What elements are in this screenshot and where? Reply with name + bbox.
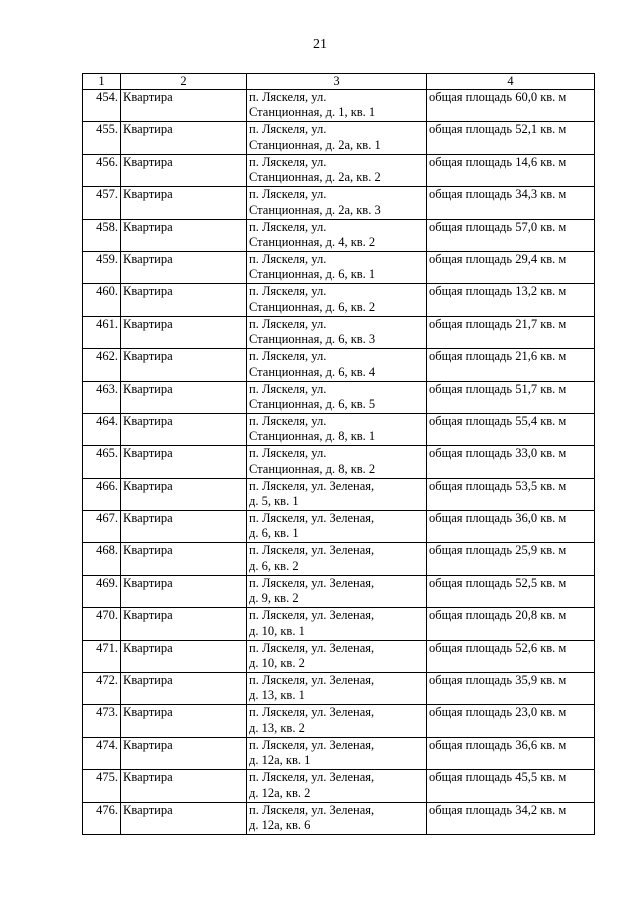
property-type: Квартира: [121, 705, 247, 737]
row-number: 461.: [83, 316, 121, 348]
address-line-1: п. Ляскеля, ул. Зеленая,: [249, 608, 375, 623]
property-area: общая площадь 21,6 кв. м: [427, 349, 595, 381]
property-address: [247, 543, 427, 575]
row-number: 464.: [83, 413, 121, 445]
address-line-1: п. Ляскеля, ул.: [249, 122, 327, 137]
property-address: [247, 478, 427, 510]
table-row: [83, 608, 595, 640]
address-line-2: д. 5, кв. 1: [249, 494, 299, 509]
address-line-1: п. Ляскеля, ул. Зеленая,: [249, 543, 375, 558]
table-row: [83, 543, 595, 575]
property-area: общая площадь 34,3 кв. м: [427, 187, 595, 219]
property-address: [247, 802, 427, 834]
property-type: Квартира: [121, 316, 247, 348]
property-type: Квартира: [121, 284, 247, 316]
property-area: общая площадь 57,0 кв. м: [427, 219, 595, 251]
table-row: [83, 349, 595, 381]
property-area: общая площадь 52,5 кв. м: [427, 575, 595, 607]
address-line-1: п. Ляскеля, ул.: [249, 187, 327, 202]
row-number: 476.: [83, 802, 121, 834]
address-line-1: п. Ляскеля, ул. Зеленая,: [249, 705, 375, 720]
property-area: общая площадь 45,5 кв. м: [427, 770, 595, 802]
row-number: 457.: [83, 187, 121, 219]
table-row: [83, 284, 595, 316]
address-line-2: Станционная, д. 1, кв. 1: [249, 105, 376, 120]
address-line-2: д. 13, кв. 2: [249, 720, 305, 735]
property-area: общая площадь 51,7 кв. м: [427, 381, 595, 413]
property-type: Квартира: [121, 543, 247, 575]
property-address: [247, 575, 427, 607]
property-area: общая площадь 52,6 кв. м: [427, 640, 595, 672]
table-row: [83, 802, 595, 834]
table-row: [83, 154, 595, 186]
row-number: 465.: [83, 446, 121, 478]
property-address: [247, 316, 427, 348]
address-line-1: п. Ляскеля, ул. Зеленая,: [249, 575, 375, 590]
address-line-2: Станционная, д. 2а, кв. 2: [249, 170, 381, 185]
header-cell-3: 3: [247, 74, 427, 90]
table-row: [83, 511, 595, 543]
row-number: 459.: [83, 251, 121, 283]
property-type: Квартира: [121, 154, 247, 186]
property-type: Квартира: [121, 511, 247, 543]
property-area: общая площадь 36,0 кв. м: [427, 511, 595, 543]
address-line-1: п. Ляскеля, ул.: [249, 284, 327, 299]
row-number: 467.: [83, 511, 121, 543]
table-row: [83, 770, 595, 802]
property-type: Квартира: [121, 478, 247, 510]
table-row: [83, 478, 595, 510]
address-line-2: д. 13, кв. 1: [249, 688, 305, 703]
property-address: [247, 446, 427, 478]
address-line-1: п. Ляскеля, ул.: [249, 413, 327, 428]
table-row: [83, 575, 595, 607]
row-number: 468.: [83, 543, 121, 575]
table-row: [83, 640, 595, 672]
address-line-2: д. 12а, кв. 2: [249, 785, 311, 800]
property-area: общая площадь 14,6 кв. м: [427, 154, 595, 186]
row-number: 458.: [83, 219, 121, 251]
address-line-1: п. Ляскеля, ул. Зеленая,: [249, 673, 375, 688]
property-area: общая площадь 60,0 кв. м: [427, 90, 595, 122]
address-line-1: п. Ляскеля, ул.: [249, 381, 327, 396]
header-row: [83, 74, 595, 90]
table-row: [83, 381, 595, 413]
property-type: Квартира: [121, 349, 247, 381]
table-row: [83, 673, 595, 705]
property-area: общая площадь 29,4 кв. м: [427, 251, 595, 283]
table-row: [83, 446, 595, 478]
address-line-2: Станционная, д. 6, кв. 2: [249, 299, 376, 314]
row-number: 469.: [83, 575, 121, 607]
property-type: Квартира: [121, 575, 247, 607]
address-line-1: п. Ляскеля, ул.: [249, 90, 327, 104]
table-row: [83, 737, 595, 769]
property-address: [247, 413, 427, 445]
address-line-2: д. 12а, кв. 1: [249, 753, 311, 768]
header-cell-1: 1: [83, 74, 121, 90]
address-line-1: п. Ляскеля, ул. Зеленая,: [249, 511, 375, 526]
address-line-2: д. 10, кв. 2: [249, 656, 305, 671]
row-number: 474.: [83, 737, 121, 769]
property-type: Квартира: [121, 219, 247, 251]
property-type: Квартира: [121, 737, 247, 769]
address-line-1: п. Ляскеля, ул.: [249, 154, 327, 169]
table-row: [83, 90, 595, 122]
property-type: Квартира: [121, 90, 247, 122]
row-number: 466.: [83, 478, 121, 510]
address-line-1: п. Ляскеля, ул.: [249, 316, 327, 331]
property-area: общая площадь 53,5 кв. м: [427, 478, 595, 510]
property-type: Квартира: [121, 251, 247, 283]
property-type: Квартира: [121, 413, 247, 445]
property-area: общая площадь 55,4 кв. м: [427, 413, 595, 445]
address-line-2: д. 9, кв. 2: [249, 591, 299, 606]
property-area: общая площадь 52,1 кв. м: [427, 122, 595, 154]
property-address: [247, 673, 427, 705]
property-type: Квартира: [121, 446, 247, 478]
table-row: [83, 316, 595, 348]
property-type: Квартира: [121, 673, 247, 705]
address-line-2: д. 10, кв. 1: [249, 623, 305, 638]
row-number: 454.: [83, 90, 121, 122]
property-type: Квартира: [121, 381, 247, 413]
property-address: [247, 251, 427, 283]
property-address: [247, 705, 427, 737]
address-line-2: Станционная, д. 4, кв. 2: [249, 234, 376, 249]
address-line-1: п. Ляскеля, ул. Зеленая,: [249, 770, 375, 785]
row-number: 475.: [83, 770, 121, 802]
address-line-2: д. 6, кв. 2: [249, 558, 299, 573]
address-line-1: п. Ляскеля, ул. Зеленая,: [249, 737, 375, 752]
property-address: [247, 154, 427, 186]
property-area: общая площадь 36,6 кв. м: [427, 737, 595, 769]
table-row: [83, 187, 595, 219]
row-number: 455.: [83, 122, 121, 154]
table-row: [83, 705, 595, 737]
address-line-1: п. Ляскеля, ул. Зеленая,: [249, 802, 375, 817]
address-line-1: п. Ляскеля, ул. Зеленая,: [249, 640, 375, 655]
header-cell-4: 4: [427, 74, 595, 90]
property-address: [247, 187, 427, 219]
table-row: [83, 122, 595, 154]
row-number: 463.: [83, 381, 121, 413]
property-area: общая площадь 23,0 кв. м: [427, 705, 595, 737]
property-address: [247, 122, 427, 154]
property-type: Квартира: [121, 608, 247, 640]
property-address: [247, 770, 427, 802]
row-number: 456.: [83, 154, 121, 186]
property-area: общая площадь 21,7 кв. м: [427, 316, 595, 348]
row-number: 462.: [83, 349, 121, 381]
property-type: Квартира: [121, 802, 247, 834]
address-line-2: Станционная, д. 6, кв. 3: [249, 332, 376, 347]
property-area: общая площадь 33,0 кв. м: [427, 446, 595, 478]
address-line-2: Станционная, д. 6, кв. 5: [249, 396, 376, 411]
address-line-2: д. 6, кв. 1: [249, 526, 299, 541]
header-cell-2: 2: [121, 74, 247, 90]
address-line-2: Станционная, д. 8, кв. 2: [249, 461, 376, 476]
property-address: [247, 511, 427, 543]
property-address: [247, 90, 427, 122]
address-line-2: Станционная, д. 2а, кв. 3: [249, 202, 381, 217]
property-area: общая площадь 34,2 кв. м: [427, 802, 595, 834]
address-line-2: Станционная, д. 8, кв. 1: [249, 429, 376, 444]
property-address: [247, 284, 427, 316]
property-address: [247, 737, 427, 769]
row-number: 473.: [83, 705, 121, 737]
property-area: общая площадь 35,9 кв. м: [427, 673, 595, 705]
property-type: Квартира: [121, 770, 247, 802]
page-number: 21: [313, 37, 327, 52]
property-area: общая площадь 13,2 кв. м: [427, 284, 595, 316]
address-line-2: Станционная, д. 6, кв. 1: [249, 267, 376, 282]
property-type: Квартира: [121, 640, 247, 672]
row-number: 472.: [83, 673, 121, 705]
address-line-1: п. Ляскеля, ул.: [249, 349, 327, 364]
property-table: [82, 73, 595, 835]
table-row: [83, 219, 595, 251]
property-address: [247, 381, 427, 413]
property-area: общая площадь 20,8 кв. м: [427, 608, 595, 640]
property-address: [247, 219, 427, 251]
row-number: 460.: [83, 284, 121, 316]
address-line-1: п. Ляскеля, ул.: [249, 251, 327, 266]
property-address: [247, 640, 427, 672]
property-type: Квартира: [121, 122, 247, 154]
address-line-1: п. Ляскеля, ул.: [249, 446, 327, 461]
table-row: [83, 413, 595, 445]
table-row: [83, 251, 595, 283]
address-line-2: д. 12а, кв. 6: [249, 818, 311, 832]
row-number: 471.: [83, 640, 121, 672]
property-type: Квартира: [121, 187, 247, 219]
address-line-1: п. Ляскеля, ул. Зеленая,: [249, 478, 375, 493]
address-line-1: п. Ляскеля, ул.: [249, 219, 327, 234]
row-number: 470.: [83, 608, 121, 640]
address-line-2: Станционная, д. 2а, кв. 1: [249, 137, 381, 152]
property-area: общая площадь 25,9 кв. м: [427, 543, 595, 575]
property-address: [247, 349, 427, 381]
address-line-2: Станционная, д. 6, кв. 4: [249, 364, 376, 379]
property-address: [247, 608, 427, 640]
